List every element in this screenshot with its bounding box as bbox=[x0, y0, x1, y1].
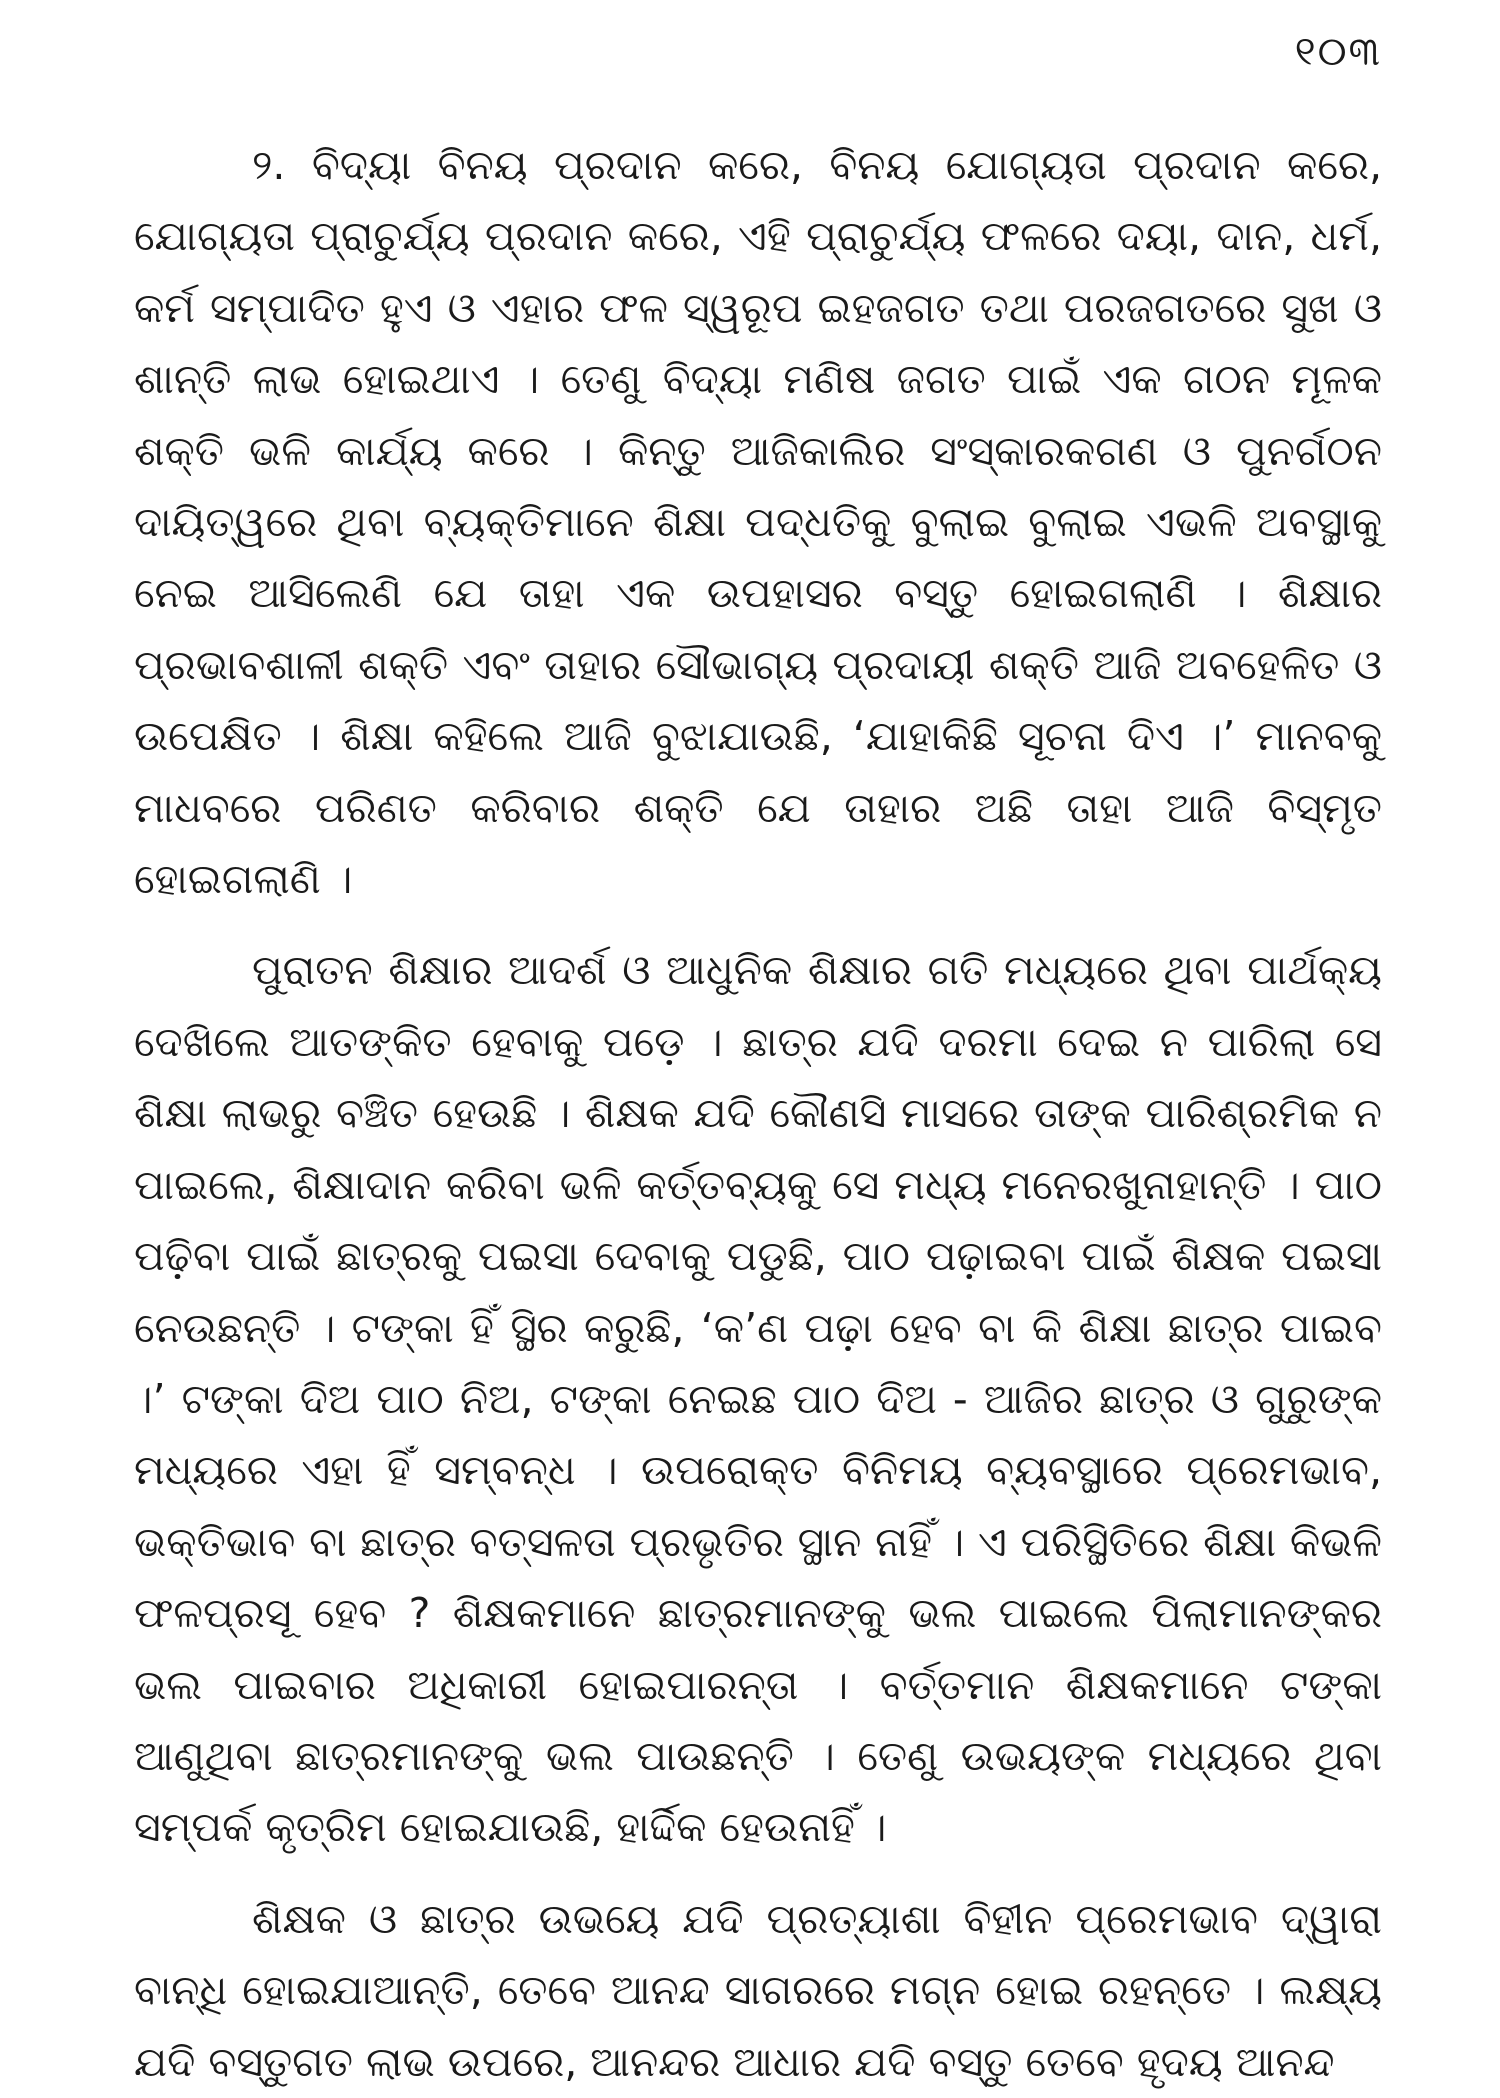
body-text bbox=[134, 130, 1382, 2098]
paragraph-2: ପୁରାତନ ଶିକ୍ଷାର ଆଦର୍ଶ ଓ ଆଧୁନିକ ଶିକ୍ଷାର ଗତି ମଧ୍ୟରେ ଥିବା ପାର୍ଥକ୍ୟ ଦେଖିଲେ ଆତଙ୍କିତ ହେବାକୁ ପଡ଼େ । ଛାତ୍ର ଯଦି ଦରମା ଦେଇ ନ ପାରିଲା ସେ ଶିକ୍ଷା ଲାଭରୁ ବଞ୍ଚିତ ହେଉଛି । ଶିକ୍ଷକ ଯଦି କୌଣସି ମାସରେ ତାଙ୍କ ପାରିଶ୍ରମିକ ନ ପାଇଲେ, ଶିକ୍ଷାଦାନ କରିବା ଭଳି କର୍ତ୍ତବ୍ୟକୁ ସେ ମଧ୍ୟ ମନେରଖୁନାହାନ୍ତି । ପାଠ ପଢ଼ିବା ପାଇଁ ଛାତ୍ରକୁ ପଇସା ଦେବାକୁ ପଡୁଛି, ପାଠ ପଢ଼ାଇବା ପାଇଁ ଶିକ୍ଷକ ପଇସା ନେଉଛନ୍ତି । ଟଙ୍କା ହିଁ ସ୍ଥିର କରୁଛି, ‘କ’ଣ ପଢ଼ା ହେବ ବା କି ଶିକ୍ଷା ଛାତ୍ର ପାଇବ ।’ ଟଙ୍କା ଦିଅ ପାଠ ନିଅ, ଟଙ୍କା ନେଇଛ ପାଠ ଦିଅ - ଆଜିର ଛାତ୍ର ଓ ଗୁରୁଙ୍କ ମଧ୍ୟରେ ଏହା ହିଁ ସମ୍ବନ୍ଧ । ଉପରୋକ୍ତ ବିନିମୟ ବ୍ୟବସ୍ଥାରେ ପ୍ରେମଭାବ, ଭକ୍ତିଭାବ ବା ଛାତ୍ର ବତ୍ସଳତା ପ୍ରଭୃତିର ସ୍ଥାନ ନାହିଁ । ଏ ପରିସ୍ଥିତିରେ ଶିକ୍ଷା କିଭଳି ଫଳପ୍ରସୂ ହେବ ? ଶିକ୍ଷକମାନେ ଛାତ୍ରମାନଙ୍କୁ ଭଲ ପାଇଲେ ପିଲାମାନଙ୍କର ଭଲ ପାଇବାର ଅଧିକାରୀ ହୋଇପାରନ୍ତା । ବର୍ତ୍ତମାନ ଶିକ୍ଷକମାନେ ଟଙ୍କା ଆଣୁଥିବା ଛାତ୍ରମାନଙ୍କୁ ଭଲ ପାଉଛନ୍ତି । ତେଣୁ ଉଭୟଙ୍କ ମଧ୍ୟରେ ଥିବା ସମ୍ପର୍କ କୃତ୍ରିମ ହୋଇଯାଉଛି, ହାର୍ଦ୍ଦିକ ହେଉନାହିଁ । bbox=[134, 946, 1382, 1852]
paragraph-3: ଶିକ୍ଷକ ଓ ଛାତ୍ର ଉଭୟେ ଯଦି ପ୍ରତ୍ୟାଶା ବିହୀନ ପ୍ରେମଭାବ ଦ୍ୱାରା ବାନ୍ଧି ହୋଇଯାଆନ୍ତି, ତେବେ ଆନନ୍ଦ ସାଗରରେ ମଗ୍ନ ହୋଇ ରହନ୍ତେ । ଲକ୍ଷ୍ୟ ଯଦି ବସ୍ତୁଗତ ଲାଭ ଉପରେ, ଆନନ୍ଦର ଆଧାର ଯଦି ବସ୍ତୁ ତେବେ ହୃଦୟ ଆନନ୍ଦ bbox=[134, 1894, 1382, 2086]
paragraph-1: ୨. ବିଦ୍ୟା ବିନୟ ପ୍ରଦାନ କରେ, ବିନୟ ଯୋଗ୍ୟତା ପ୍ରଦାନ କରେ, ଯୋଗ୍ୟତା ପ୍ରାଚୁର୍ଯ୍ୟ ପ୍ରଦାନ କରେ, ଏହି ପ୍ରାଚୁର୍ଯ୍ୟ ଫଳରେ ଦୟା, ଦାନ, ଧର୍ମ, କର୍ମ ସମ୍ପାଦିତ ହୁଏ ଓ ଏହାର ଫଳ ସ୍ୱରୂପ ଇହଜଗତ ତଥା ପରଜଗତରେ ସୁଖ ଓ ଶାନ୍ତି ଲାଭ ହୋଇଥାଏ । ତେଣୁ ବିଦ୍ୟା ମଣିଷ ଜଗତ ପାଇଁ ଏକ ଗଠନ ମୂଳକ ଶକ୍ତି ଭଳି କାର୍ଯ୍ୟ କରେ । କିନ୍ତୁ ଆଜିକାଲିର ସଂସ୍କାରକଗଣ ଓ ପୁନର୍ଗଠନ ଦାୟିତ୍ୱରେ ଥିବା ବ୍ୟକ୍ତିମାନେ ଶିକ୍ଷା ପଦ୍ଧତିକୁ ବୁଲାଇ ବୁଲାଇ ଏଭଳି ଅବସ୍ଥାକୁ ନେଇ ଆସିଲେଣି ଯେ ତାହା ଏକ ଉପହାସର ବସ୍ତୁ ହୋଇଗଲାଣି । ଶିକ୍ଷାର ପ୍ରଭାବଶାଳୀ ଶକ୍ତି ଏବଂ ତାହାର ସୌଭାଗ୍ୟ ପ୍ରଦାୟୀ ଶକ୍ତି ଆଜି ଅବହେଳିତ ଓ ଉପେକ୍ଷିତ । ଶିକ୍ଷା କହିଲେ ଆଜି ବୁଝାଯାଉଛି, ‘ଯାହାକିଛି ସୂଚନା ଦିଏ ।’ ମାନବକୁ ମାଧବରେ ପରିଣତ କରିବାର ଶକ୍ତି ଯେ ତାହାର ଅଛି ତାହା ଆଜି ବିସ୍ମୃତ ହୋଇଗଲାଣି । bbox=[134, 141, 1382, 904]
page-number: ୧୦୩ bbox=[1294, 29, 1382, 75]
